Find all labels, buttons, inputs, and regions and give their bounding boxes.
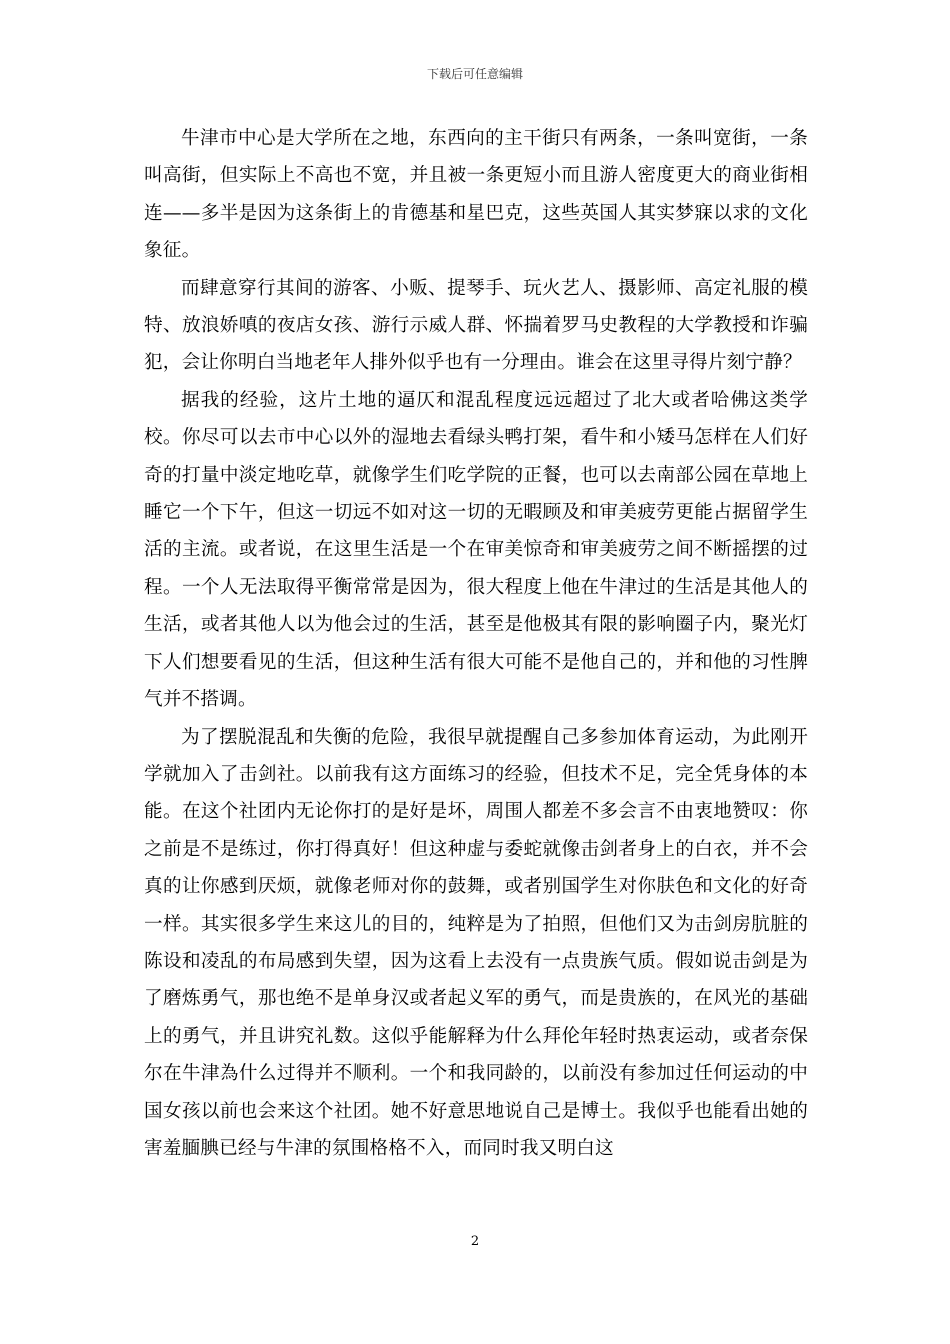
paragraph: 为了摆脱混乱和失衡的危险，我很早就提醒自己多参加体育运动，为此刚开学就加入了击剑社。以前我有这方面练习的经验，但技术不足，完全凭身体的本能。在这个社团内无论你打的是好是坏，周围人都差不多会言不由衷地赞叹：你之前是不是练过，你打得真好！但这种虚与委蛇就像击剑者身上的白衣，并不会真的让你感到厌烦，就像老师对你的鼓舞，或者别国学生对你肤色和文化的好奇一样。其实很多学生来这儿的目的，纯粹是为了拍照，但他们又为击剑房肮脏的陈设和凌乱的布局感到失望，因为这看上去没有一点贵族气质。假如说击剑是为了磨炼勇气，那也绝不是单身汉或者起义军的勇气，而是贵族的，在风光的基础上的勇气，并且讲究礼数。这似乎能解释为什么拜伦年轻时热衷运动，或者奈保尔在牛津為什么过得并不顺利。一个和我同龄的，以前没有参加过任何运动的中国女孩以前也会来这个社团。她不好意思地说自己是博士。我似乎也能看出她的害羞腼腆已经与牛津的氛围格格不入，而同时我又明白这 <box>144 726 808 1159</box>
document-body <box>144 120 808 1167</box>
page-number: 2 <box>470 1234 480 1249</box>
paragraph: 据我的经验，这片土地的逼仄和混乱程度远远超过了北大或者哈佛这类学校。你尽可以去市中心以外的湿地去看绿头鸭打架，看牛和小矮马怎样在人们好奇的打量中淡定地吃草，就像学生们吃学院的正餐，也可以去南部公园在草地上睡它一个下午，但这一切远不如对这一切的无暇顾及和审美疲劳更能占据留学生活的主流。或者说，在这里生活是一个在审美惊奇和审美疲劳之间不断摇摆的过程。一个人无法取得平衡常常是因为，很大程度上他在牛津过的生活是其他人的生活，或者其他人以为他会过的生活，甚至是他极其有限的影响圈子内，聚光灯下人们想要看见的生活，但这种生活有很大可能不是他自己的，并和他的习性脾气并不搭调。 <box>144 389 808 711</box>
page-header-note: 下载后可任意编辑 <box>426 67 523 81</box>
paragraph: 牛津市中心是大学所在之地，东西向的主干街只有两条，一条叫宽街，一条叫高街，但实际上不高也不宽，并且被一条更短小而且游人密度更大的商业街相连——多半是因为这条街上的肯德基和星巴克，这些英国人其实梦寐以求的文化象征。 <box>144 128 808 262</box>
paragraph: 而肆意穿行其间的游客、小贩、提琴手、玩火艺人、摄影师、高定礼服的模特、放浪娇嗔的夜店女孩、游行示威人群、怀揣着罗马史教程的大学教授和诈骗犯，会让你明白当地老年人排外似乎也有一分理由。谁会在这里寻得片刻宁静？ <box>144 277 808 374</box>
